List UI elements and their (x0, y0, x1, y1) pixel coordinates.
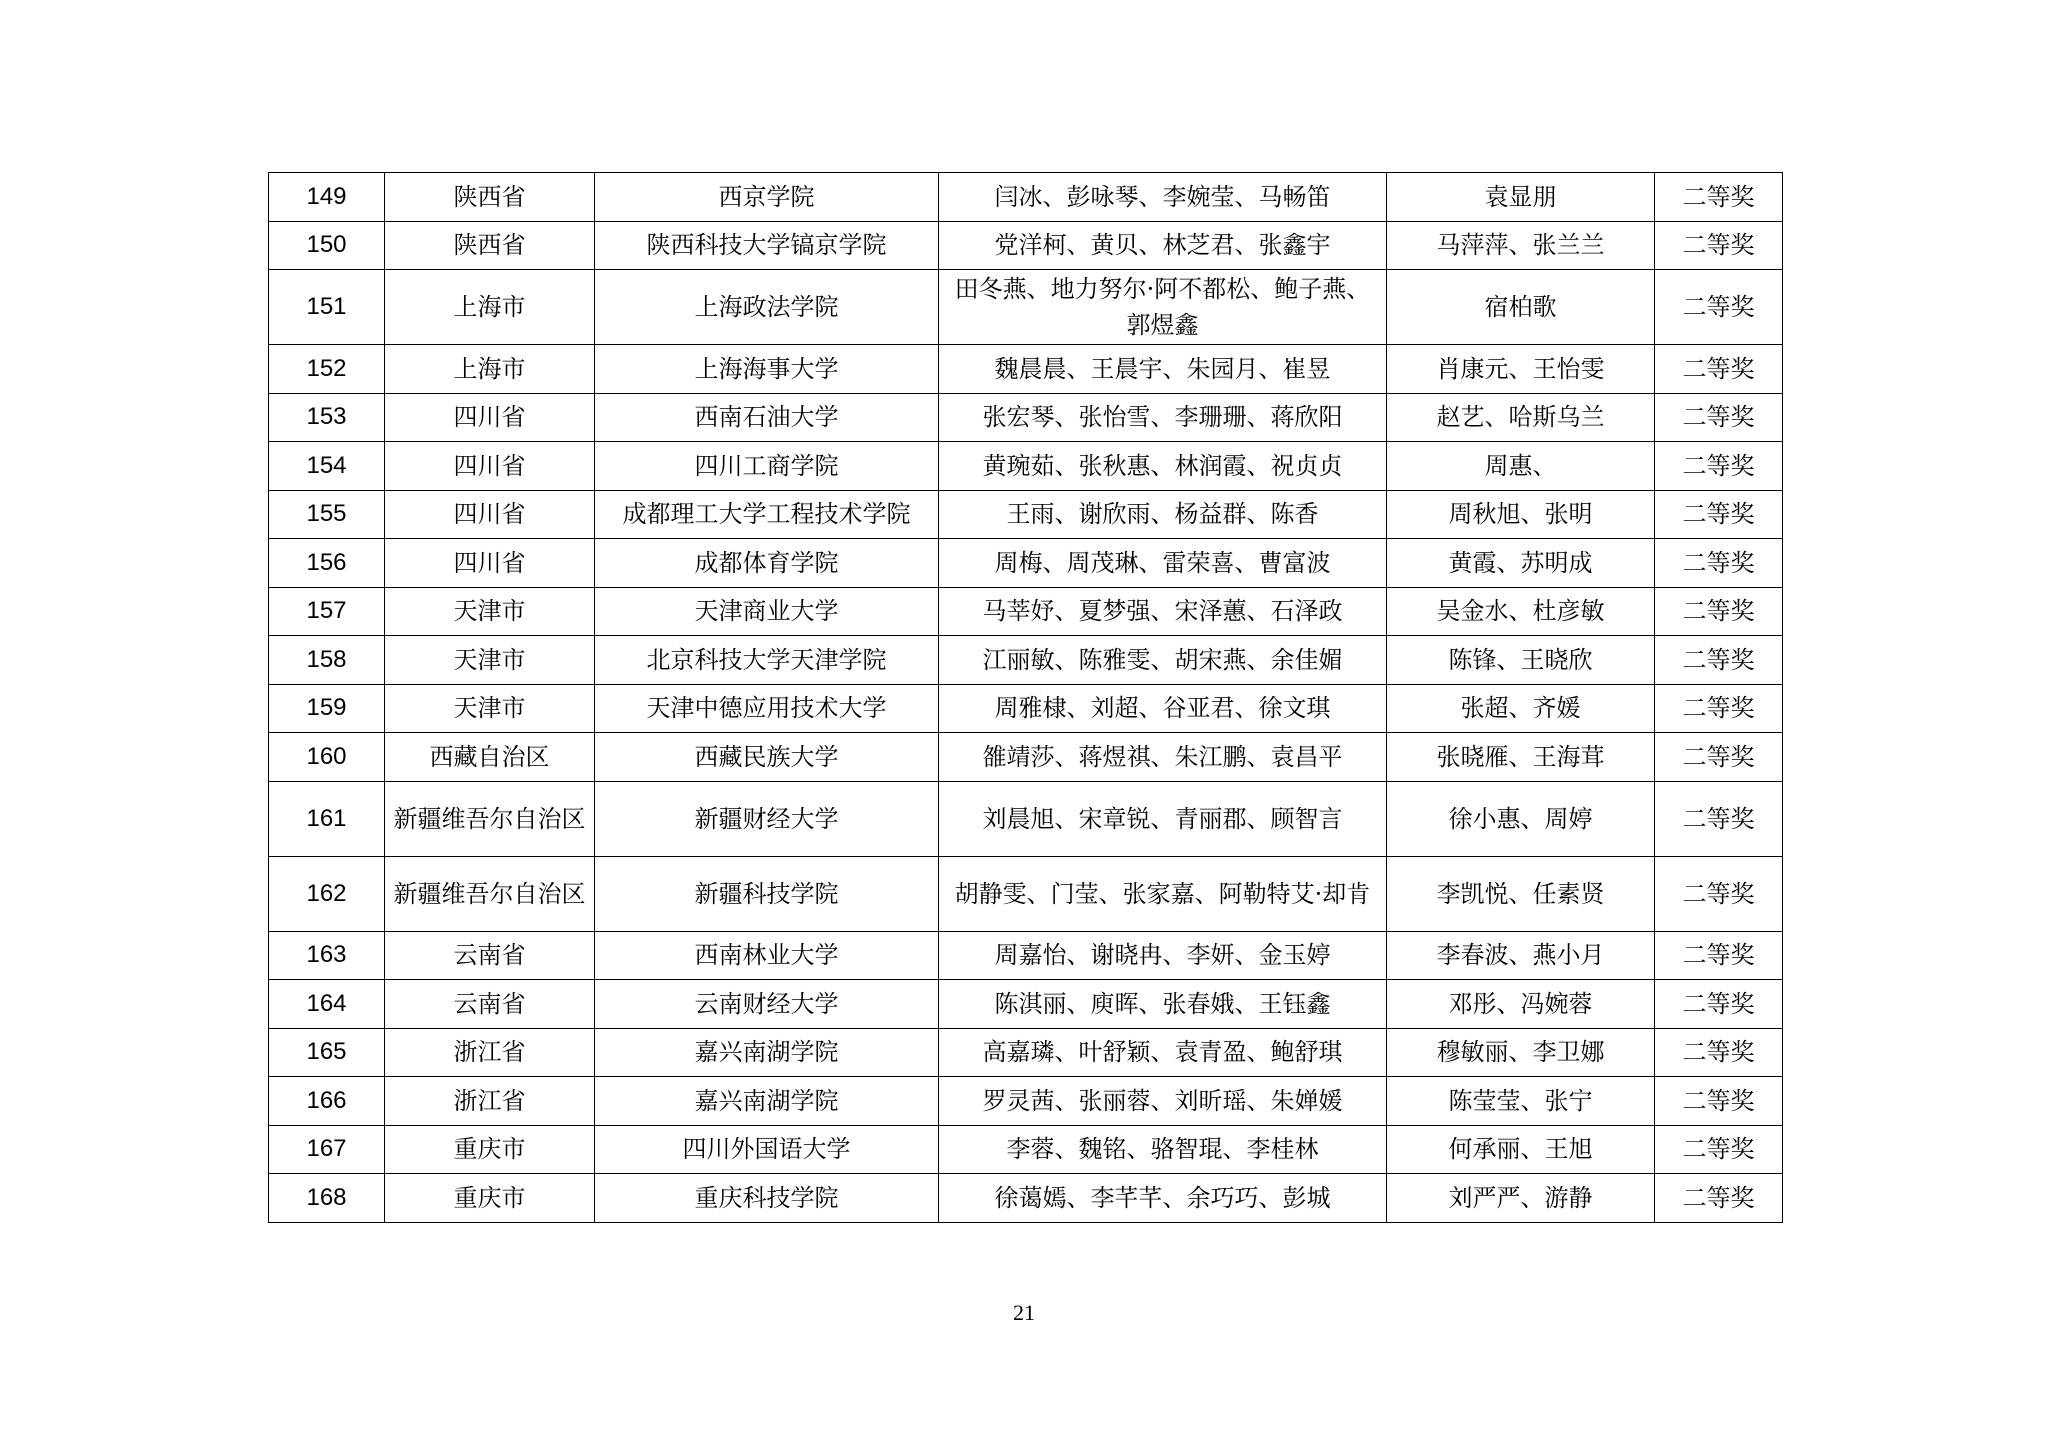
advisor-cell: 陈莹莹、张宁 (1387, 1077, 1655, 1126)
row-number: 150 (269, 221, 385, 270)
table-row (269, 173, 1783, 222)
members-cell: 黄琬茹、张秋惠、林润霞、祝贞贞 (939, 442, 1387, 491)
members-cell: 刘晨旭、宋章锐、青丽郡、顾智言 (939, 781, 1387, 856)
school-cell: 新疆科技学院 (595, 856, 939, 931)
row-number: 155 (269, 490, 385, 539)
members-cell: 周嘉怡、谢晓冉、李妍、金玉婷 (939, 931, 1387, 980)
province-cell: 四川省 (385, 442, 595, 491)
advisor-cell: 黄霞、苏明成 (1387, 539, 1655, 588)
advisor-cell: 李春波、燕小月 (1387, 931, 1655, 980)
advisor-cell: 陈锋、王晓欣 (1387, 636, 1655, 685)
members-cell: 党洋柯、黄贝、林芝君、张鑫宇 (939, 221, 1387, 270)
province-cell: 重庆市 (385, 1174, 595, 1223)
award-cell: 二等奖 (1655, 270, 1783, 345)
members-cell: 江丽敏、陈雅雯、胡宋燕、余佳媚 (939, 636, 1387, 685)
award-cell: 二等奖 (1655, 1174, 1783, 1223)
award-cell: 二等奖 (1655, 781, 1783, 856)
school-cell: 嘉兴南湖学院 (595, 1077, 939, 1126)
table-row (269, 1125, 1783, 1174)
members-cell: 田冬燕、地力努尔·阿不都松、鲍子燕、郭煜鑫 (939, 270, 1387, 345)
table-row (269, 636, 1783, 685)
school-cell: 天津商业大学 (595, 587, 939, 636)
award-cell: 二等奖 (1655, 980, 1783, 1029)
row-number: 157 (269, 587, 385, 636)
advisor-cell: 邓彤、冯婉蓉 (1387, 980, 1655, 1029)
province-cell: 天津市 (385, 587, 595, 636)
table-row (269, 980, 1783, 1029)
school-cell: 嘉兴南湖学院 (595, 1028, 939, 1077)
advisor-cell: 赵艺、哈斯乌兰 (1387, 393, 1655, 442)
row-number: 156 (269, 539, 385, 588)
province-cell: 陕西省 (385, 173, 595, 222)
award-cell: 二等奖 (1655, 490, 1783, 539)
school-cell: 上海政法学院 (595, 270, 939, 345)
table-row (269, 856, 1783, 931)
award-cell: 二等奖 (1655, 539, 1783, 588)
advisor-cell: 何承丽、王旭 (1387, 1125, 1655, 1174)
row-number: 159 (269, 684, 385, 733)
table-row (269, 1174, 1783, 1223)
school-cell: 上海海事大学 (595, 345, 939, 394)
province-cell: 上海市 (385, 345, 595, 394)
table-row (269, 781, 1783, 856)
row-number: 163 (269, 931, 385, 980)
members-cell: 王雨、谢欣雨、杨益群、陈香 (939, 490, 1387, 539)
row-number: 162 (269, 856, 385, 931)
award-cell: 二等奖 (1655, 442, 1783, 491)
award-cell: 二等奖 (1655, 1028, 1783, 1077)
award-cell: 二等奖 (1655, 221, 1783, 270)
table-row (269, 587, 1783, 636)
row-number: 164 (269, 980, 385, 1029)
table-row (269, 684, 1783, 733)
row-number: 153 (269, 393, 385, 442)
members-cell: 罗灵茜、张丽蓉、刘昕瑶、朱婵媛 (939, 1077, 1387, 1126)
school-cell: 云南财经大学 (595, 980, 939, 1029)
awards-table-body (269, 173, 1783, 1223)
advisor-cell: 周惠、 (1387, 442, 1655, 491)
members-cell: 胡静雯、门莹、张家嘉、阿勒特艾·却肯 (939, 856, 1387, 931)
province-cell: 天津市 (385, 684, 595, 733)
school-cell: 西南林业大学 (595, 931, 939, 980)
school-cell: 新疆财经大学 (595, 781, 939, 856)
province-cell: 浙江省 (385, 1028, 595, 1077)
advisor-cell: 张超、齐媛 (1387, 684, 1655, 733)
advisor-cell: 张晓雁、王海茸 (1387, 733, 1655, 782)
province-cell: 西藏自治区 (385, 733, 595, 782)
table-row (269, 733, 1783, 782)
province-cell: 云南省 (385, 931, 595, 980)
table-row (269, 270, 1783, 345)
row-number: 160 (269, 733, 385, 782)
table-row (269, 221, 1783, 270)
advisor-cell: 刘严严、游静 (1387, 1174, 1655, 1223)
members-cell: 周梅、周茂琳、雷荣喜、曹富波 (939, 539, 1387, 588)
members-cell: 马莘妤、夏梦强、宋泽蕙、石泽政 (939, 587, 1387, 636)
school-cell: 北京科技大学天津学院 (595, 636, 939, 685)
members-cell: 高嘉璘、叶舒颖、袁青盈、鲍舒琪 (939, 1028, 1387, 1077)
table-row (269, 490, 1783, 539)
members-cell: 徐蔼嫣、李芊芊、余巧巧、彭城 (939, 1174, 1387, 1223)
award-cell: 二等奖 (1655, 733, 1783, 782)
school-cell: 西南石油大学 (595, 393, 939, 442)
row-number: 161 (269, 781, 385, 856)
table-row (269, 931, 1783, 980)
province-cell: 重庆市 (385, 1125, 595, 1174)
award-cell: 二等奖 (1655, 345, 1783, 394)
table-row (269, 1077, 1783, 1126)
row-number: 158 (269, 636, 385, 685)
advisor-cell: 马萍萍、张兰兰 (1387, 221, 1655, 270)
advisor-cell: 穆敏丽、李卫娜 (1387, 1028, 1655, 1077)
table-row (269, 442, 1783, 491)
province-cell: 浙江省 (385, 1077, 595, 1126)
province-cell: 四川省 (385, 490, 595, 539)
school-cell: 天津中德应用技术大学 (595, 684, 939, 733)
province-cell: 天津市 (385, 636, 595, 685)
award-cell: 二等奖 (1655, 1125, 1783, 1174)
school-cell: 西藏民族大学 (595, 733, 939, 782)
advisor-cell: 袁显朋 (1387, 173, 1655, 222)
province-cell: 四川省 (385, 393, 595, 442)
award-cell: 二等奖 (1655, 173, 1783, 222)
row-number: 154 (269, 442, 385, 491)
advisor-cell: 李凯悦、任素贤 (1387, 856, 1655, 931)
members-cell: 魏晨晨、王晨宇、朱园月、崔昱 (939, 345, 1387, 394)
awards-table (268, 172, 1783, 1223)
advisor-cell: 吴金水、杜彦敏 (1387, 587, 1655, 636)
province-cell: 云南省 (385, 980, 595, 1029)
table-row (269, 393, 1783, 442)
table-row (269, 539, 1783, 588)
row-number: 167 (269, 1125, 385, 1174)
school-cell: 陕西科技大学镐京学院 (595, 221, 939, 270)
school-cell: 成都理工大学工程技术学院 (595, 490, 939, 539)
advisor-cell: 肖康元、王怡雯 (1387, 345, 1655, 394)
award-cell: 二等奖 (1655, 684, 1783, 733)
table-row (269, 345, 1783, 394)
award-cell: 二等奖 (1655, 856, 1783, 931)
award-cell: 二等奖 (1655, 636, 1783, 685)
school-cell: 重庆科技学院 (595, 1174, 939, 1223)
members-cell: 雒靖莎、蒋煜祺、朱江鹏、袁昌平 (939, 733, 1387, 782)
row-number: 152 (269, 345, 385, 394)
province-cell: 上海市 (385, 270, 595, 345)
row-number: 166 (269, 1077, 385, 1126)
province-cell: 陕西省 (385, 221, 595, 270)
row-number: 165 (269, 1028, 385, 1077)
advisor-cell: 周秋旭、张明 (1387, 490, 1655, 539)
members-cell: 陈淇丽、庾晖、张春娥、王钰鑫 (939, 980, 1387, 1029)
members-cell: 李蓉、魏铭、骆智琨、李桂林 (939, 1125, 1387, 1174)
award-cell: 二等奖 (1655, 393, 1783, 442)
award-cell: 二等奖 (1655, 587, 1783, 636)
province-cell: 四川省 (385, 539, 595, 588)
row-number: 149 (269, 173, 385, 222)
row-number: 168 (269, 1174, 385, 1223)
page-number: 21 (1013, 1300, 1035, 1325)
school-cell: 四川工商学院 (595, 442, 939, 491)
award-cell: 二等奖 (1655, 931, 1783, 980)
province-cell: 新疆维吾尔自治区 (385, 781, 595, 856)
members-cell: 张宏琴、张怡雪、李珊珊、蒋欣阳 (939, 393, 1387, 442)
award-cell: 二等奖 (1655, 1077, 1783, 1126)
school-cell: 成都体育学院 (595, 539, 939, 588)
school-cell: 四川外国语大学 (595, 1125, 939, 1174)
members-cell: 周雅棣、刘超、谷亚君、徐文琪 (939, 684, 1387, 733)
table-row (269, 1028, 1783, 1077)
row-number: 151 (269, 270, 385, 345)
school-cell: 西京学院 (595, 173, 939, 222)
members-cell: 闫冰、彭咏琴、李婉莹、马畅笛 (939, 173, 1387, 222)
advisor-cell: 宿柏歌 (1387, 270, 1655, 345)
advisor-cell: 徐小惠、周婷 (1387, 781, 1655, 856)
province-cell: 新疆维吾尔自治区 (385, 856, 595, 931)
